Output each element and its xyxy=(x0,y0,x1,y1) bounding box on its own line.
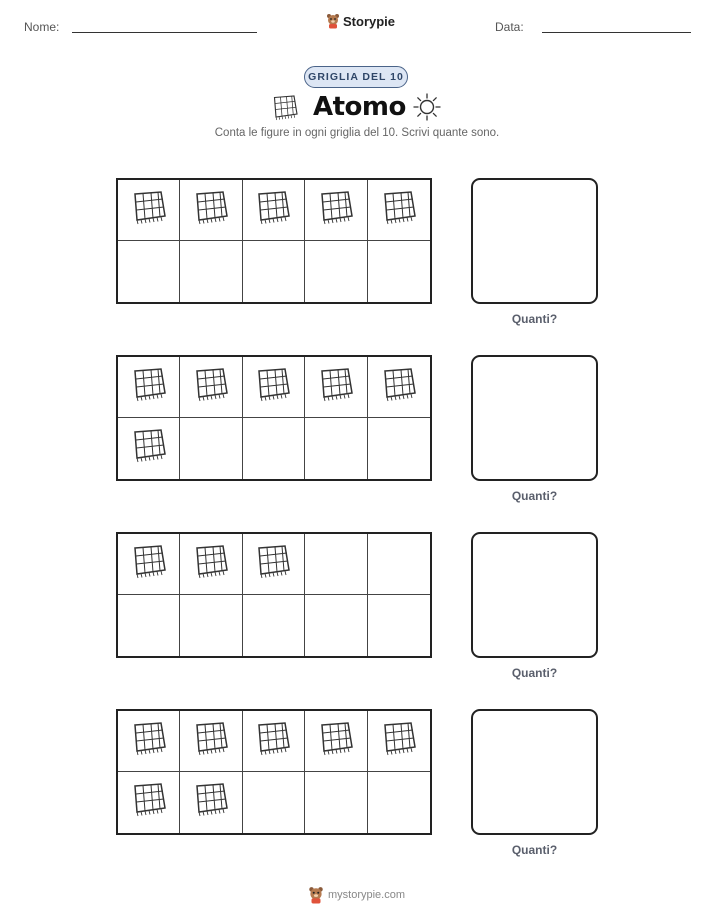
grid-cell xyxy=(118,357,180,418)
answer-label: Quanti? xyxy=(511,666,558,680)
grid-cell xyxy=(305,241,367,302)
grid-cell xyxy=(368,595,430,656)
bear-icon xyxy=(308,886,324,904)
grid-cell xyxy=(180,534,242,595)
answer-box[interactable] xyxy=(471,709,598,835)
answer-label: Quanti? xyxy=(511,489,558,503)
sun-icon xyxy=(412,92,442,122)
grid-cell xyxy=(305,772,367,833)
brand-name: Storypie xyxy=(343,13,396,29)
ten-frame xyxy=(116,709,432,835)
blanket-icon xyxy=(253,190,293,231)
blanket-icon xyxy=(379,190,419,231)
grid-cell xyxy=(368,772,430,833)
grid-cell xyxy=(118,772,180,833)
grid-cell xyxy=(180,241,242,302)
blanket-icon xyxy=(129,721,169,762)
grid-cell xyxy=(243,534,305,595)
grid-cell xyxy=(305,180,367,241)
footer xyxy=(308,886,405,904)
grid-cell xyxy=(180,711,242,772)
grid-cell xyxy=(118,180,180,241)
grid-cell xyxy=(305,711,367,772)
blanket-icon xyxy=(191,721,231,762)
brand-logo xyxy=(326,13,395,29)
grid-cell xyxy=(180,180,242,241)
blanket-icon xyxy=(191,782,231,823)
blanket-icon xyxy=(316,190,356,231)
blanket-icon xyxy=(316,721,356,762)
blanket-icon xyxy=(316,367,356,408)
blanket-icon xyxy=(129,190,169,231)
grid-cell xyxy=(368,711,430,772)
answer-label: Quanti? xyxy=(511,312,558,326)
blanket-icon xyxy=(253,544,293,585)
grid-cell xyxy=(368,357,430,418)
grid-cell xyxy=(243,357,305,418)
answer-box[interactable] xyxy=(471,532,598,658)
grid-cell xyxy=(243,772,305,833)
ten-frame xyxy=(116,178,432,304)
grid-cell xyxy=(305,595,367,656)
instructions: Conta le figure in ogni griglia del 10. Scrivi quante sono. xyxy=(214,127,500,139)
blanket-icon xyxy=(191,190,231,231)
grid-cell xyxy=(368,418,430,479)
bear-icon xyxy=(326,13,340,29)
grid-cell xyxy=(118,534,180,595)
date-field[interactable] xyxy=(542,32,691,33)
grid-cell xyxy=(368,241,430,302)
blanket-icon xyxy=(129,544,169,585)
grid-cell xyxy=(368,534,430,595)
footer-url: mystorypie.com xyxy=(328,889,406,901)
grid-cell xyxy=(180,772,242,833)
grid-cell xyxy=(180,418,242,479)
title-row xyxy=(0,92,714,124)
grid-cell xyxy=(305,534,367,595)
grid-cell xyxy=(305,357,367,418)
grid-cell xyxy=(243,595,305,656)
blanket-icon xyxy=(129,782,169,823)
blanket-icon xyxy=(129,428,169,469)
blanket-icon xyxy=(191,367,231,408)
answer-box[interactable] xyxy=(471,355,598,481)
grid-cell xyxy=(118,241,180,302)
date-label: Data: xyxy=(495,20,524,34)
grid-cell xyxy=(243,711,305,772)
grid-cell xyxy=(243,180,305,241)
blanket-icon xyxy=(253,721,293,762)
name-field[interactable] xyxy=(72,32,257,33)
answer-label: Quanti? xyxy=(511,843,558,857)
blanket-icon xyxy=(270,94,300,122)
blanket-icon xyxy=(379,721,419,762)
blanket-icon xyxy=(129,367,169,408)
ten-frame xyxy=(116,532,432,658)
page-title: Atomo xyxy=(313,92,406,122)
name-label: Nome: xyxy=(24,20,60,34)
blanket-icon xyxy=(191,544,231,585)
grid-cell xyxy=(180,357,242,418)
grid-cell xyxy=(180,595,242,656)
blanket-icon xyxy=(253,367,293,408)
answer-box[interactable] xyxy=(471,178,598,304)
grid-cell xyxy=(118,595,180,656)
grid-cell xyxy=(118,711,180,772)
grid-cell xyxy=(243,241,305,302)
worksheet-badge: GRIGLIA DEL 10 xyxy=(304,66,408,88)
blanket-icon xyxy=(379,367,419,408)
grid-cell xyxy=(118,418,180,479)
ten-frame xyxy=(116,355,432,481)
grid-cell xyxy=(243,418,305,479)
grid-cell xyxy=(305,418,367,479)
grid-cell xyxy=(368,180,430,241)
